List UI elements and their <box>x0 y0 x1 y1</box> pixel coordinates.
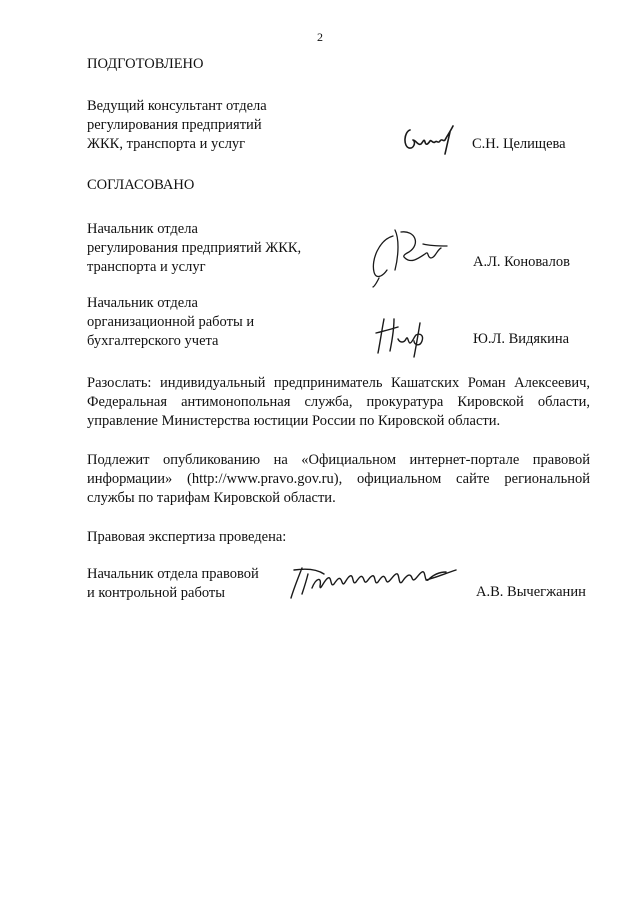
signature-vidyakina <box>372 313 432 358</box>
position-line: и контрольной работы <box>87 585 225 601</box>
prepared-position <box>87 97 267 154</box>
legal-review-position <box>87 565 259 603</box>
page-number: 2 <box>317 30 323 44</box>
position-line: регулирования предприятий ЖКК, <box>87 240 302 256</box>
signature-vychegzhanin <box>288 560 463 602</box>
prepared-signer: С.Н. Целищева <box>472 136 566 152</box>
position-line: Начальник отдела <box>87 221 198 237</box>
signature-konovalov <box>365 224 450 289</box>
position-line: транспорта и услуг <box>87 259 206 275</box>
position-line: ЖКК, транспорта и услуг <box>87 136 246 152</box>
agreed-signer-1: А.Л. Коновалов <box>473 254 570 270</box>
agreed-position-2 <box>87 294 254 351</box>
agreed-position-1 <box>87 220 301 277</box>
position-line: Начальник отдела <box>87 295 198 311</box>
position-line: бухгалтерского учета <box>87 333 219 349</box>
agreed-title: СОГЛАСОВАНО <box>87 177 195 193</box>
distribution-paragraph: Разослать: индивидуальный предприниматель Кашатских Роман Алексеевич, Федеральная антимонопольная служба, прокуратура Кировской области, управление Министерства юстиции России по Кировской области. <box>87 375 590 429</box>
agreed-signer-2: Ю.Л. Видякина <box>473 331 570 347</box>
prepared-title: ПОДГОТОВЛЕНО <box>87 56 204 72</box>
legal-review-title: Правовая экспертиза проведена: <box>87 529 287 545</box>
signature-tselishcheva <box>400 122 460 157</box>
position-line: Начальник отдела правовой <box>87 566 259 582</box>
legal-review-signer: А.В. Вычегжанин <box>476 584 586 600</box>
position-line: Ведущий консультант отдела <box>87 98 267 114</box>
position-line: организационной работы и <box>87 314 255 330</box>
position-line: регулирования предприятий <box>87 117 262 133</box>
publication-paragraph: Подлежит опубликованию на «Официальном интернет-портале правовой информации» (http://www.pravo.gov.ru), официальном сайте региональной службы по тарифам Кировской области. <box>87 452 590 506</box>
